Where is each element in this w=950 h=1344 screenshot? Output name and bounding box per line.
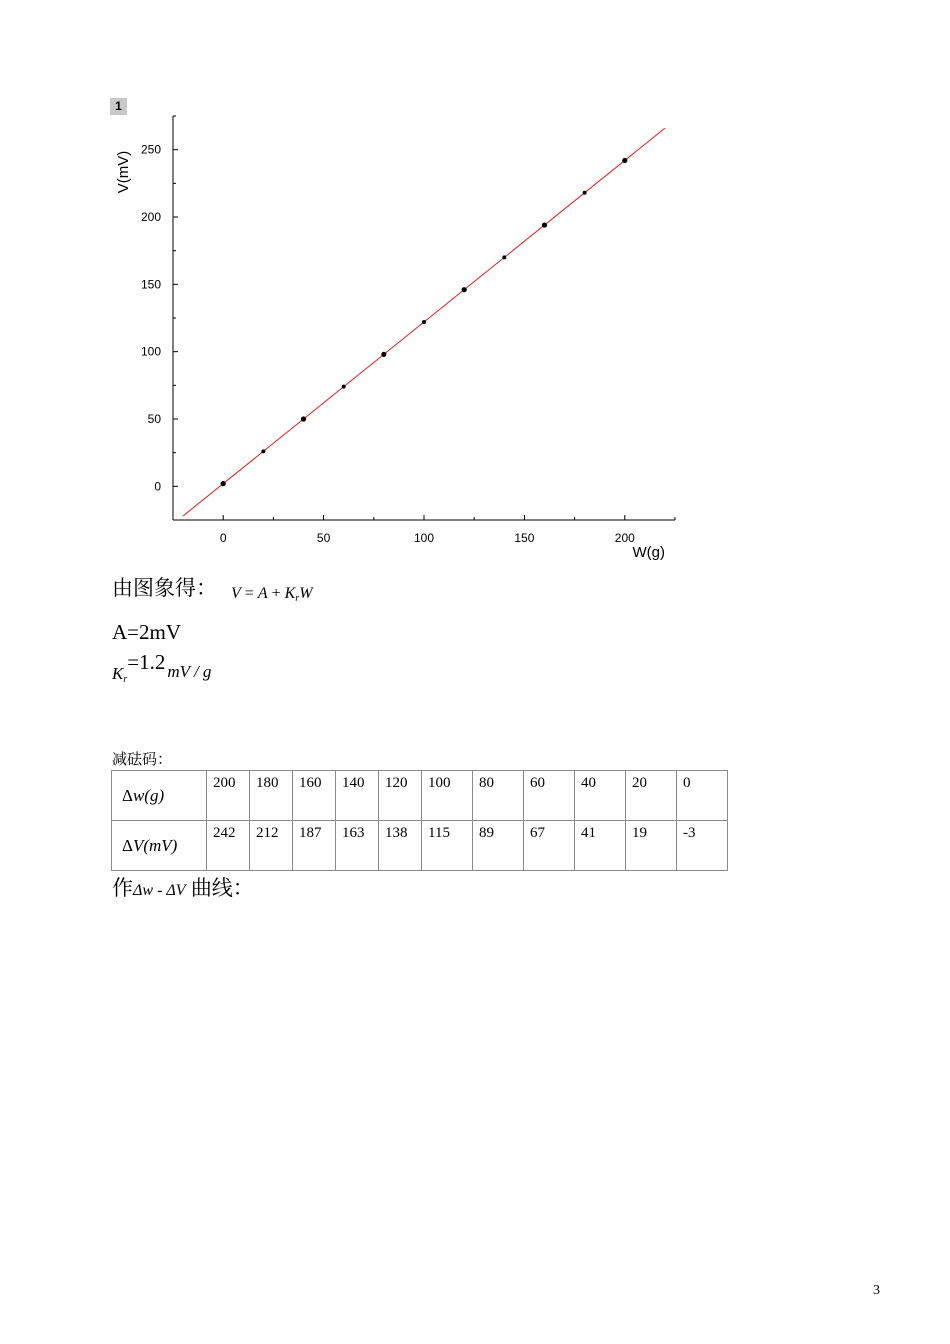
table-cell: 89 xyxy=(473,821,524,871)
formula-k: K xyxy=(284,585,296,602)
formula-w: W xyxy=(299,585,313,602)
calibration-chart xyxy=(100,90,700,570)
x-tick-label: 150 xyxy=(514,531,535,545)
k-symbol: K xyxy=(112,664,124,683)
x-axis-label: W(g) xyxy=(632,544,665,561)
row-header-var: w(g) xyxy=(132,785,165,805)
x-tick-label: 50 xyxy=(316,531,331,545)
x-tick-label: 100 xyxy=(413,531,435,545)
y-tick-label: 50 xyxy=(147,412,161,426)
data-point xyxy=(462,287,467,292)
data-point xyxy=(622,158,627,163)
table-cell: 187 xyxy=(293,821,336,871)
table-cell: 115 xyxy=(422,821,473,871)
formula-v: V xyxy=(231,585,241,602)
page-number: 3 xyxy=(873,1283,880,1298)
data-table xyxy=(111,770,728,871)
table-cell: 67 xyxy=(524,821,575,871)
k-value-line xyxy=(112,650,212,685)
delta-symbol: Δ xyxy=(122,785,133,805)
formula-eq: = xyxy=(240,585,258,602)
graph-result-line xyxy=(112,572,313,602)
row-header-var: V(mV) xyxy=(132,835,178,855)
x-tick-label: 0 xyxy=(219,531,227,545)
table-cell: -3 xyxy=(677,821,728,871)
table-cell: 138 xyxy=(379,821,422,871)
formula-plus: + xyxy=(267,585,285,602)
table-row xyxy=(112,771,728,821)
k-subscript: r xyxy=(123,674,128,685)
table-cell: 160 xyxy=(293,771,336,821)
table-row xyxy=(112,821,728,871)
figure-number-badge: 1 xyxy=(110,98,127,115)
table-cell: 19 xyxy=(626,821,677,871)
table-cell: 40 xyxy=(575,771,626,821)
table-cell: 80 xyxy=(473,771,524,821)
table-cell: 180 xyxy=(250,771,293,821)
data-point xyxy=(583,191,587,195)
table-cell: 100 xyxy=(422,771,473,821)
formula-a: A xyxy=(257,585,268,602)
delta-symbol: Δ xyxy=(122,835,133,855)
curve-math: Δw - ΔV xyxy=(133,882,186,899)
table-cell: 200 xyxy=(207,771,250,821)
data-point xyxy=(261,449,265,453)
x-tick-label: 200 xyxy=(614,531,635,545)
table-cell: 41 xyxy=(575,821,626,871)
row-header-delta-v xyxy=(112,821,207,871)
table-cell: 0 xyxy=(677,771,728,821)
table-cell: 120 xyxy=(379,771,422,821)
curve-suffix: 曲线： xyxy=(185,876,254,900)
a-value: A=2mV xyxy=(112,620,182,644)
k-value: =1.2 xyxy=(127,650,166,674)
table-cell: 212 xyxy=(250,821,293,871)
y-tick-label: 200 xyxy=(140,210,161,224)
table-cell: 163 xyxy=(336,821,379,871)
y-tick-label: 0 xyxy=(154,479,161,494)
y-tick-label: 100 xyxy=(140,344,161,359)
graph-result-text: 由图象得： xyxy=(112,576,217,600)
linear-formula xyxy=(231,585,313,602)
data-point xyxy=(502,255,506,259)
table-cell: 60 xyxy=(524,771,575,821)
data-point xyxy=(422,320,426,324)
row-header-delta-w xyxy=(112,771,207,821)
y-tick-label: 250 xyxy=(140,142,161,157)
data-point xyxy=(301,416,306,421)
data-point xyxy=(221,481,226,486)
table-cell: 242 xyxy=(207,821,250,871)
y-axis-label: V(mV) xyxy=(115,150,132,194)
table-cell: 140 xyxy=(336,771,379,821)
data-point xyxy=(342,385,346,389)
curve-prefix: 作 xyxy=(112,876,133,900)
formula-k-subscript: r xyxy=(295,593,300,604)
data-point xyxy=(381,352,386,357)
data-point xyxy=(542,222,547,227)
table-caption: 减砝码： xyxy=(112,752,173,768)
curve-instruction xyxy=(112,872,254,902)
k-unit: mV / g xyxy=(167,662,212,681)
y-tick-label: 150 xyxy=(140,277,161,292)
table-cell: 20 xyxy=(626,771,677,821)
